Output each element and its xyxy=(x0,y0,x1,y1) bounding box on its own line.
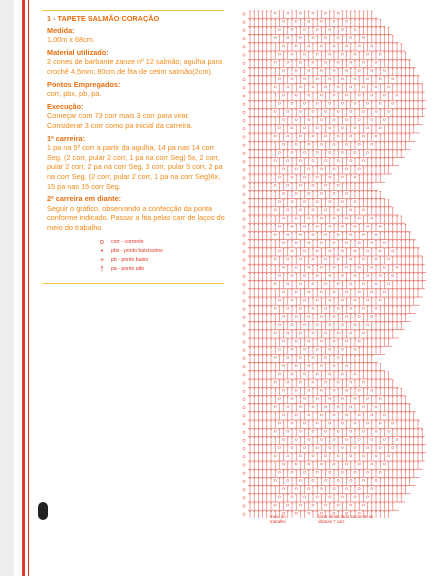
chart-row xyxy=(243,60,416,67)
chart-row xyxy=(243,282,425,289)
chart-row xyxy=(243,52,411,59)
chart-footer-left: meio do trabalho xyxy=(270,514,286,524)
material-heading: Material utilizado: xyxy=(47,47,109,57)
red-margin-rule xyxy=(22,0,25,576)
carreira1-heading: 1ª carreira: xyxy=(47,133,85,143)
chart-row xyxy=(243,388,405,395)
chart-row xyxy=(243,85,425,92)
chart-row xyxy=(243,175,385,182)
chart-row xyxy=(243,159,399,166)
double-crochet-symbol-icon: † xyxy=(100,266,104,273)
legend-label: pa - ponto alto xyxy=(111,266,145,272)
chart-row xyxy=(243,470,420,477)
chart-row xyxy=(243,306,416,313)
pontos-text: corr, pbx, pb, pa. xyxy=(47,89,102,99)
carreira2-heading: 2ª carreira em diante: xyxy=(47,194,122,204)
chart-row xyxy=(243,421,423,428)
pattern-instructions xyxy=(47,14,225,235)
single-crochet-symbol-icon: + xyxy=(99,257,105,264)
page-spine xyxy=(0,0,14,576)
chart-row xyxy=(243,290,423,297)
chart-footer-right: fazer deste lado somente as últimas 7 carr. xyxy=(318,514,374,524)
stitch-legend xyxy=(96,238,163,274)
chart-row xyxy=(243,216,405,223)
pontos-heading: Pontos Empregados: xyxy=(47,79,121,89)
chart-row xyxy=(243,208,399,215)
chart-row xyxy=(243,323,405,330)
chart-row xyxy=(243,101,426,108)
execucao-heading: Execução: xyxy=(47,101,84,111)
chart-row xyxy=(243,495,405,502)
chart-row xyxy=(243,405,416,412)
chart-row xyxy=(243,446,426,453)
chain-symbol-icon: o xyxy=(100,239,104,246)
slip-stitch-symbol-icon: • xyxy=(100,248,104,255)
legend-item xyxy=(96,247,163,256)
chart-row xyxy=(243,232,416,239)
chart-row xyxy=(243,298,420,305)
chart-row xyxy=(243,68,420,75)
chart-row xyxy=(243,191,385,198)
chart-row xyxy=(243,380,399,387)
legend-item xyxy=(96,256,163,265)
chart-row xyxy=(243,44,405,51)
crochet-chart xyxy=(240,6,430,518)
legend-label: corr - corrente xyxy=(111,239,144,245)
chart-row xyxy=(243,224,411,231)
chart-row xyxy=(243,93,426,100)
chart-row xyxy=(243,355,378,362)
chart-row xyxy=(243,413,420,420)
chart-row xyxy=(243,249,423,256)
chart-row xyxy=(243,11,378,18)
chart-row xyxy=(243,183,378,190)
legend-item xyxy=(96,238,163,247)
chart-row xyxy=(243,478,416,485)
bottom-divider xyxy=(42,283,224,284)
chart-row xyxy=(243,36,399,43)
red-margin-rule-thin xyxy=(28,0,29,576)
chart-row xyxy=(243,347,385,354)
chart-row xyxy=(243,142,411,149)
legend-label: pb - ponto baixo xyxy=(111,257,149,263)
chart-row xyxy=(243,118,423,125)
chart-row xyxy=(243,167,392,174)
chart-row xyxy=(243,487,411,494)
chart-row xyxy=(243,372,392,379)
binding-tab-mark xyxy=(38,502,48,520)
pattern-title: 1 - TAPETE SALMÃO CORAÇÃO xyxy=(47,14,160,23)
legend-label: pbx - ponto baixíssimo xyxy=(111,248,163,254)
chart-row xyxy=(243,265,426,272)
carreira2-text: Seguir o gráfico, observando a confecção da ponta conforme indicado. Passar a fita pelas carr de laços do meio do trabalho. xyxy=(47,203,225,232)
chart-row xyxy=(243,273,426,280)
chart-row xyxy=(243,77,423,84)
chart-row xyxy=(243,396,411,403)
medida-text: 1,00m x 68cm. xyxy=(47,35,95,45)
chart-row xyxy=(243,126,420,133)
carreira1-text: 1 pa na 5ª corr a partir da agulha, 14 pa nas 14 corr Seg. (2 corr, pular 2 corr, 1 pa na corr Seg) 5x, 2 corr, pular 2 corr, 2 pa na corr Seg, 3 corr, pular 5 corr, 2 pa na corr Seg, (2 corr, pular 2 corr, 1 pa na corr Seg)6x, 15 pa nas 15 corr Seg. xyxy=(47,143,223,191)
top-divider xyxy=(42,10,224,11)
material-text: 2 cones de barbante zanze nº 12 salmão; agulha para crochê 4,5mm; 80cm de fita de cetim salmão(2cm). xyxy=(47,57,223,76)
chart-row xyxy=(243,503,399,510)
chart-row xyxy=(243,454,425,461)
execucao-text: Começar com 73 corr mais 3 corr para virar. Considerar 3 corr como pa inicial da carreira. xyxy=(47,111,193,130)
chart-row xyxy=(243,134,416,141)
chart-row xyxy=(243,437,426,444)
chart-row xyxy=(243,314,411,321)
chart-row xyxy=(243,339,392,346)
chart-row xyxy=(243,109,425,116)
chart-row xyxy=(243,200,392,207)
chart-row xyxy=(243,27,392,34)
chart-row xyxy=(243,462,423,469)
chart-row xyxy=(243,150,405,157)
chart-row xyxy=(243,19,385,26)
medida-heading: Medida: xyxy=(47,25,75,35)
legend-item xyxy=(96,265,163,274)
chart-row xyxy=(243,364,385,371)
chart-row xyxy=(243,429,425,436)
chart-row xyxy=(243,241,420,248)
chart-row xyxy=(243,331,399,338)
chart-row xyxy=(243,257,425,264)
